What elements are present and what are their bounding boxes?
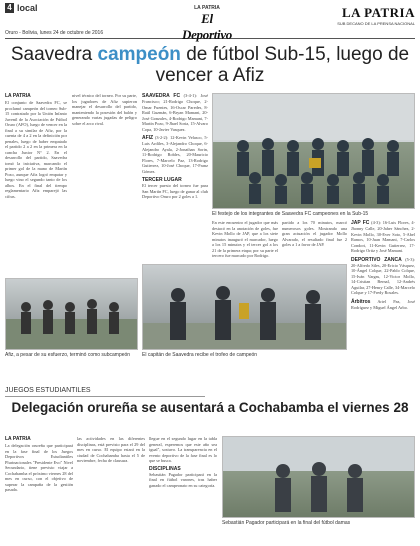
photo-trophy-caption: El capitán de Saavedra recibe el trofeo de campeón <box>142 352 258 358</box>
second-byline: LA PATRIA <box>5 436 31 442</box>
section-name: local <box>17 3 38 13</box>
main-byline: LA PATRIA <box>5 93 31 99</box>
referees-text: Ariel Paz, José Rodríguez y Miguel Ángel Arbo. <box>351 298 415 310</box>
photo-afiz-caption: Afiz, a pesar de su esfuerzo, terminó como subcampeón <box>5 352 131 358</box>
main-headline <box>5 44 415 86</box>
photo-champions <box>212 93 415 209</box>
page-number: 4 <box>5 3 14 13</box>
second-column-1: La delegación orureña que participará en la fase final de los Juegos Deportivos Estudiantiles Plurinacionales "Presidente Evo" Nivel Secundario, tiene previsto viajar a Cochabamba el próximo viernes 28 del mes en curso, con el objetivo de superar la campaña de la gestión pasada. <box>5 443 73 492</box>
newspaper-brand <box>337 5 415 26</box>
photo-delegation-caption: Sebastián Pagador participará en la final del fútbol damas <box>222 520 351 526</box>
newspaper-tagline: SUB DECANO DE LA PRENSA NACIONAL <box>337 21 415 26</box>
main-column-3: En este encuentro el jugador que más destacó en la anotación de goles, fue Kevin Mollo de JAP, que a los siete minutos inauguró el marcador, luego a los 15 minutos y el tercer gol a los 21 de la primera etapa; por su parte el tercero fue marcado por Rodrigo. <box>212 220 278 258</box>
third-place-text: El tercer puesto del torneo fue para San Martín FC, luego de ganar al club Deportivo Oruro por 2 goles a 1. <box>142 183 208 199</box>
second-column-4: Sebastián Pagador participará en la final en fútbol varones, tras haber ganado el campeonato en su categoría. <box>149 471 217 488</box>
team-1-heading: SAAVEDRA FC <box>142 93 181 99</box>
lineups-column <box>351 220 415 378</box>
team-2-lineup: (3-2-2): 12-Kevin Velasco, 5-Luis Ardiles, 3-Alejandro Choque, 6-Alejandro Ayala, 2-Jonathan Sorin, 11-Rodrigo Robles, 20-Mauricio Flores, 7-Marcelo Paz, 13-Rodrigo Gutierrez, 10-José Choque, 17-Franz Gómez. <box>142 135 208 174</box>
newspaper-name: LA PATRIA <box>342 5 415 20</box>
team-2-heading: AFIZ <box>142 135 154 141</box>
second-column-2: las actividades en las diferentes disciplinas, está previsto para el 29 del mes en curso. El equipo estará en la ciudad de Cochabamba hasta el 5 de noviembre, fecha de clausura. <box>77 436 145 463</box>
supplement-logo <box>177 5 237 43</box>
jap-lineup: (4-3): 16-Luis Flores, 4-Jhonny Calle, 20-Jaher Sánchez, 2-Kevin Mollo, 30-Ever Soto, 5-Abel Ramos, 10-Juan Mamani, 7-Carlos Condori, 11-Kevin Gutierrez, 17-Rodrigo Ortiz y José Mamani. <box>351 220 415 253</box>
team-1-lineup: (3-4-1): José Francisco; 21-Rodrigo Choque, 2-Omar Fuentes, 16-Oscar Paredes, 8-Raúl Guzmán, 6-Bryan Mamani, 20-José Gonzales, 4-Rodrigo Mamani, 7-Martín Pozo, 9-Jhael Soria, 15-Alvaro Copa, 10-Javier Vasquez. <box>142 93 208 132</box>
dateline: Oruro - Bolivia, lunes 24 de octubre de 2016 <box>5 30 104 36</box>
second-column-3: llegue en el segundo lugar en la tabla general, esperemos que este año sea igual", sostuvo. La transparencia en el evento deportivo de la fase final es lo que se busca. <box>149 436 217 463</box>
delegation-photo-graphic <box>223 437 415 518</box>
photo-trophy <box>142 264 347 350</box>
team-photo-graphic <box>213 94 415 209</box>
headline-part-1: Saavedra <box>10 44 98 65</box>
main-column-2: nivel técnico del torneo. Por su parte, los jugadores de Afiz supieron manejar el desarrollo del partido, manteniendo la posesión del balón y generando varias jugadas de peligro sobre el arco rival. <box>72 93 137 126</box>
third-place-heading: TERCER LUGAR <box>142 177 182 183</box>
main-column-4: partido a los 70 minutos, marcó numerosos goles. Mostrando una gran actuación el jugador Mollo Alvarado, el resultado final fue 2 goles a 1 a favor de JAP. <box>282 220 347 247</box>
referees-heading: Árbitros <box>351 298 371 305</box>
supplement-name: El Deportivo <box>181 11 232 42</box>
disciplines-heading: DISCIPLINAS <box>149 465 181 472</box>
dep-lineup: (5-3): 20-Alfredo Siles, 20-Ericio Vásquez, 10-Ángel Colque, 22-Pablo Colque, 15-Iván Vargas, 12-Victor Mollo, 14-Cristian Bernal, 12-Andrés Aguilar, 27-Henry Calle, 34-Marcelo Colque y 17-Fredy Rosales. <box>351 256 415 295</box>
trophy-photo-graphic <box>143 265 347 350</box>
headline-part-2: de fútbol Sub-15, luego de vencer a Afiz <box>155 44 410 86</box>
second-column-3-wrap <box>149 436 217 543</box>
page-header <box>5 3 415 42</box>
main-column-1: El conjunto de Saavedra FC, se proclamó campeón del torneo Sub-15 contratado por la Unión Infanto Juvenil de la Asociación de Fútbol Oruro (AFO), luego de vencer en la final a su similar de Afiz, por la cuenta de 4 a 2 en la definición por penales, luego de haber empatado el partido 2 a 2 en la primera en la cancha Junior N° 2. En el desarrollo del partido, Saavedra tomó la iniciativa, marcando el primer gol de la mano de Martín Pozo, aunque Afiz logró empatar y luego vino el segundo tanto de los albos. En el final del tiempo reglamentario Afiz emparejó las cifras. <box>5 100 67 199</box>
photo-afiz <box>5 278 138 350</box>
teams-column <box>142 93 208 283</box>
photo-delegation <box>222 436 415 518</box>
second-section-label: JUEGOS ESTUDIANTILES <box>5 385 205 397</box>
headline-highlight: campeón <box>97 44 181 65</box>
dep-heading: DEPORTIVO ZANCA <box>351 256 402 263</box>
jap-heading: JAP FC <box>351 220 370 226</box>
photo-champions-caption: El festejo de los integrantes de Saavedra FC campeones en la Sub-15 <box>212 211 369 217</box>
players-graphic <box>6 279 138 350</box>
second-headline: Delegación orureña se ausentará a Cochabamba el viernes 28 <box>11 400 409 415</box>
supplement-kicker: LA PATRIA <box>194 5 220 11</box>
